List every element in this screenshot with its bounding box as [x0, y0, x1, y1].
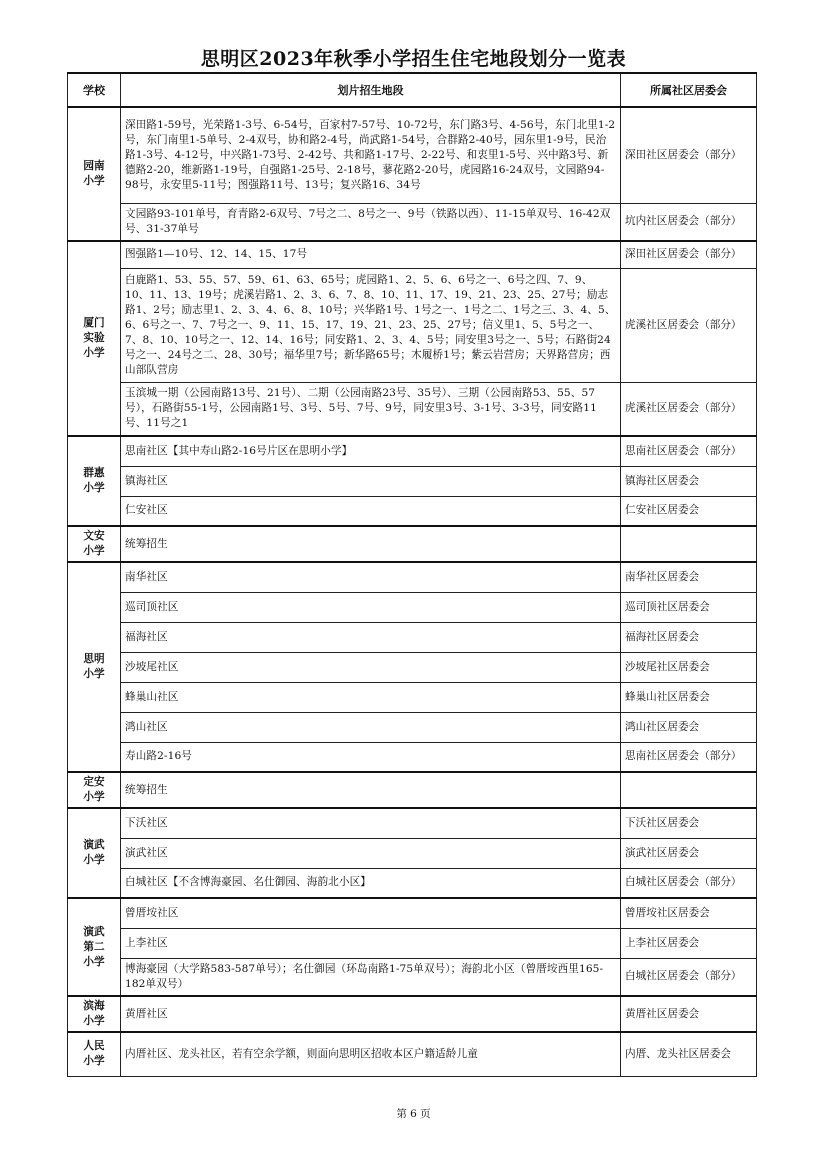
school-name: 群惠 小学: [68, 436, 121, 526]
zoning-area: 白城社区【不含博海豪园、名仕御园、海韵北小区】: [121, 868, 621, 898]
table-row: [68, 772, 757, 808]
zoning-area: 思南社区【其中寿山路2-16号片区在思明小学】: [121, 436, 621, 466]
table-row: [68, 1032, 757, 1076]
table-row: [68, 712, 757, 742]
table-row: [68, 652, 757, 682]
header-community: 所属社区居委会: [621, 73, 757, 107]
community-committee: [621, 526, 757, 562]
table-row: [68, 682, 757, 712]
community-committee: 思南社区居委会（部分）: [621, 742, 757, 772]
zoning-area: 蜂巢山社区: [121, 682, 621, 712]
zoning-area: 统筹招生: [121, 772, 621, 808]
header-area: 划片招生地段: [121, 73, 621, 107]
table-row: [68, 268, 757, 382]
page-number: 第 6 页: [396, 1108, 431, 1120]
table-row: [68, 838, 757, 868]
community-committee: 白城社区居委会（部分）: [621, 868, 757, 898]
zoning-area: 巡司顶社区: [121, 592, 621, 622]
table-row: [68, 496, 757, 526]
zoning-area: 鸿山社区: [121, 712, 621, 742]
table-row: [68, 562, 757, 592]
community-committee: 思南社区居委会（部分）: [621, 436, 757, 466]
table-row: [68, 241, 757, 268]
zoning-area: 沙坡尾社区: [121, 652, 621, 682]
community-committee: 上李社区居委会: [621, 928, 757, 958]
zoning-area: 南华社区: [121, 562, 621, 592]
page-title: 思明区2023年秋季小学招生住宅地段划分一览表: [200, 48, 627, 70]
table-row: [68, 382, 757, 436]
table-row: [68, 466, 757, 496]
zoning-area: 玉滨城一期（公园南路13号、21号）、二期（公园南路23号、35号）、三期（公园南路53、55、57号），石路街55-1号，公园南路1号、3号、5号、7号、9号，同安里3号、3-1号、3-3号，同安路11号、11号之1: [121, 382, 621, 436]
table-row: [68, 592, 757, 622]
community-committee: 蜂巢山社区居委会: [621, 682, 757, 712]
community-committee: 内厝、龙头社区居委会: [621, 1032, 757, 1076]
zoning-table: [67, 72, 757, 1077]
community-committee: 演武社区居委会: [621, 838, 757, 868]
zoning-area: 福海社区: [121, 622, 621, 652]
table-row: [68, 808, 757, 838]
school-name: 人民 小学: [68, 1032, 121, 1076]
zoning-area: 演武社区: [121, 838, 621, 868]
table-row: [68, 868, 757, 898]
community-committee: 坑内社区居委会（部分）: [621, 203, 757, 241]
zoning-area: 寿山路2-16号: [121, 742, 621, 772]
zoning-area: 下沃社区: [121, 808, 621, 838]
table-row: [68, 107, 757, 203]
community-committee: [621, 772, 757, 808]
table-row: [68, 958, 757, 996]
table-row: [68, 742, 757, 772]
zoning-area: 曾厝垵社区: [121, 898, 621, 928]
community-committee: 虎溪社区居委会（部分）: [621, 382, 757, 436]
zoning-area: 博海豪园（大学路583-587单号）；名仕御园（环岛南路1-75单双号）；海韵北小区（曾厝垵西里165-182单双号）: [121, 958, 621, 996]
zoning-area: 黄厝社区: [121, 996, 621, 1032]
community-committee: 白城社区居委会（部分）: [621, 958, 757, 996]
community-committee: 福海社区居委会: [621, 622, 757, 652]
school-name: 演武 第二 小学: [68, 898, 121, 996]
community-committee: 深田社区居委会（部分）: [621, 241, 757, 268]
school-name: 文安 小学: [68, 526, 121, 562]
zoning-area: 仁安社区: [121, 496, 621, 526]
school-name: 思明 小学: [68, 562, 121, 772]
community-committee: 巡司顶社区居委会: [621, 592, 757, 622]
zoning-area: 图强路1—10号、12、14、15、17号: [121, 241, 621, 268]
school-name: 演武 小学: [68, 808, 121, 898]
zoning-area: 镇海社区: [121, 466, 621, 496]
community-committee: 下沃社区居委会: [621, 808, 757, 838]
community-committee: 鸿山社区居委会: [621, 712, 757, 742]
community-committee: 虎溪社区居委会（部分）: [621, 268, 757, 382]
table-row: [68, 996, 757, 1032]
school-name: 园南 小学: [68, 107, 121, 241]
community-committee: 曾厝垵社区居委会: [621, 898, 757, 928]
table-header-row: [68, 73, 757, 107]
table-row: [68, 898, 757, 928]
school-name: 定安 小学: [68, 772, 121, 808]
community-committee: 深田社区居委会（部分）: [621, 107, 757, 203]
zoning-area: 统筹招生: [121, 526, 621, 562]
table-row: [68, 436, 757, 466]
header-school: 学校: [68, 73, 121, 107]
community-committee: 黄厝社区居委会: [621, 996, 757, 1032]
school-name: 厦门 实验 小学: [68, 241, 121, 436]
school-name: 滨海 小学: [68, 996, 121, 1032]
zoning-area: 内厝社区、龙头社区，若有空余学额，则面向思明区招收本区户籍适龄儿童: [121, 1032, 621, 1076]
community-committee: 仁安社区居委会: [621, 496, 757, 526]
table-row: [68, 203, 757, 241]
zoning-area: 白鹿路1、53、55、57、59、61、63、65号；虎园路1、2、5、6、6号之一、6号之四、7、9、10、11、13、19号；虎溪岩路1、2、3、6、7、8、10、11、17、19、21、23、25、27号；励志路1、2号；励志里1、2、3、4、6、8、10号；兴华路1号、1号之一、1号之二、1号之三、3、4、5、6、6号之一、7、7号之一、9、11、15、17、19、21、23、25、27号；信义里1、5、5号之一、7、8、10、10号之一、12、14、16号；同安路1、2、3、4、5号；同安里3号之一、5号；石路街24号之一、24号之二、28、30号；福华里7号；新华路65号；木履桥1号；紫云岩营房；天界路营房；西山部队营房: [121, 268, 621, 382]
zoning-area: 上李社区: [121, 928, 621, 958]
community-committee: 南华社区居委会: [621, 562, 757, 592]
community-committee: 镇海社区居委会: [621, 466, 757, 496]
zoning-area: 深田路1-59号，光荣路1-3号、6-54号，百家村7-57号、10-72号，东门路3号、4-56号，东门北里1-2号，东门南里1-5单号、2-4双号，协和路2-4号，尚武路1-54号，合群路2-40号，园东里1-9号，民治路1-3号、4-12号，中兴路1-73号、2-42号、共和路1-17号、2-22号、和衷里1-5号、兴中路3号、新德路2-20，维新路1-19号，自强路1-25号、2-18号，蓼花路2-20号，虎园路16-24双号，文园路94-98号，永安里5-11号；图强路11号、13号；复兴路16、34号: [121, 107, 621, 203]
table-row: [68, 526, 757, 562]
table-row: [68, 622, 757, 652]
zoning-area: 文园路93-101单号，育青路2-6双号、7号之二、8号之一、9号（铁路以西）、11-15单双号、16-42双号、31-37单号: [121, 203, 621, 241]
community-committee: 沙坡尾社区居委会: [621, 652, 757, 682]
table-row: [68, 928, 757, 958]
